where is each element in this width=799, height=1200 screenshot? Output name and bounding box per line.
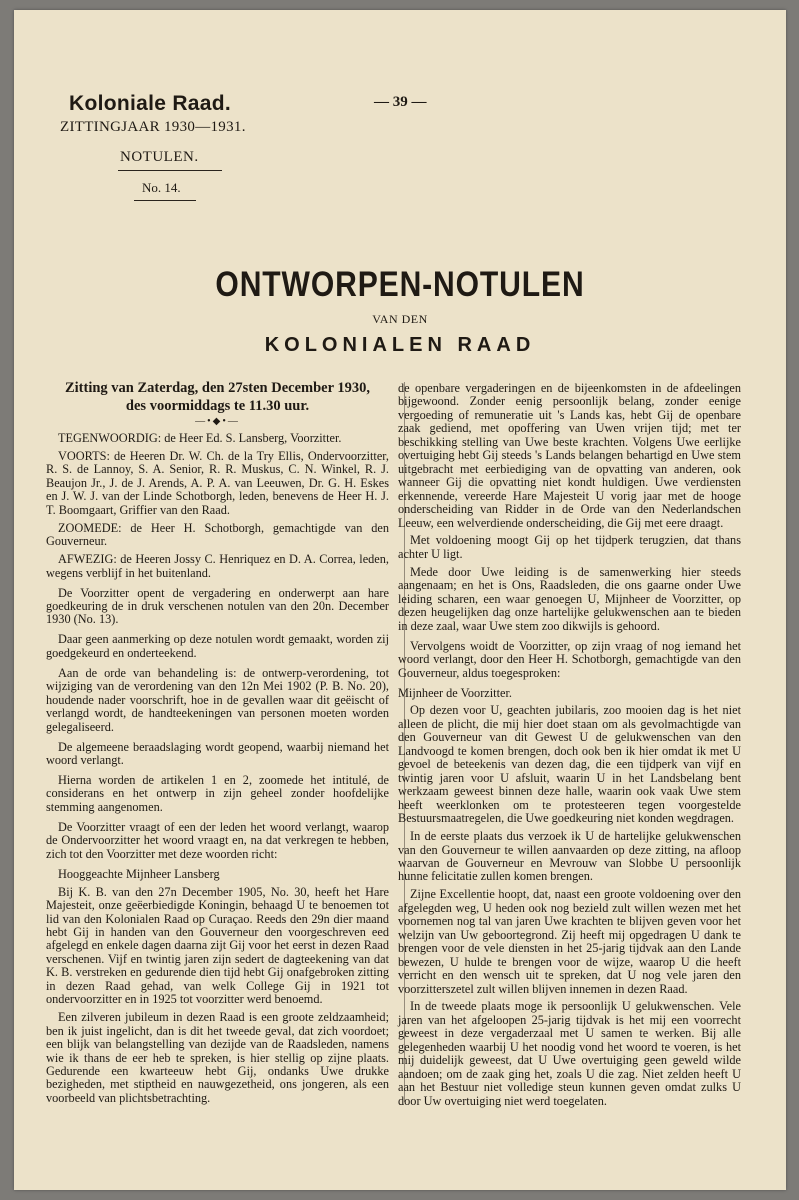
attendance-present: TEGENWOORDIG: de Heer Ed. S. Lansberg, Voorzitter. (58, 431, 342, 445)
subtitle: VAN DEN (372, 312, 428, 326)
attendance-also: ZOOMEDE: de Heer H. Schotborgh, gemachtigde van den Gouverneur. (46, 520, 389, 549)
paragraph: de openbare vergaderingen en de bijeenkomsten in de afdeelingen bijgewoond. Zonder eenig persoonlijk belang, zonder eenige vergoeding of remuneratie uit 's Lands kas, hebt Gij de openbare zaak gediend, met opoffering van Uwen vrijen tijd; met ter beschikking stelling van Uwe beste krachten. Volgens Uwe eerlijke overtuiging hebt Gij steeds 's Lands belangen behartigd en Uwe stem uitgebracht met eerbiediging van de opvatting van anderen, ook wanneer Gij die opvatting niet kondt huldigen. Uwe verdiensten erkennende, vereerde Hare Majesteit U vorig jaar met de hooge onderscheiding van Ridder in de Orde van den Nederlandschen Leeuw, een welverdiende onderscheiding, die Gij met eere draagt. (398, 381, 741, 530)
paragraph: Met voldoening moogt Gij op het tijdperk terugzien, dat thans achter U ligt. (398, 533, 741, 561)
notulen-label: NOTULEN. (120, 149, 199, 165)
paragraph: Bij K. B. van den 27n December 1905, No. 30, heeft het Hare Majesteit, onze geëerbiedigde Koningin, behaagd U te benoemen tot lid van den Kolonialen Raad op Curaçao. Reeds den 29n dier maand hebt Gij in handen van den Gouverneur den voorgeschreven eed afgelegd en enkele dagen daarna zijt Gij voor het eerst in dezen Raad verschenen. Vijf en twintig jaren zijn sedert de dagteekening van dat K. B. verstreken en gedurende dien tijd hebt Gij onafgebroken zitting in dezen Raad gehad, van welk College Gij in 1921 tot ondervoorzitter en in 1925 tot voorzitter werd benoemd. (46, 884, 389, 1007)
speech-salutation: Hooggeachte Mijnheer Lansberg (58, 866, 220, 881)
number-rule (134, 200, 196, 201)
attendance-further: VOORTS: de Heeren Dr. W. Ch. de la Try Ellis, Ondervoorzitter, R. S. de Lannoy, S. A. Senior, R. R. Muskus, C. N. Winkel, R. J. Beaujon Jr., J. de J. Arends, A. P. A. van Leeuwen, Dr. G. H. Eskes en J. W. J. van der Linde Schotborgh, leden, benevens de Heer H. J. T. Boomgaart, Griffier van den Raad. (46, 448, 389, 517)
header-rule (118, 170, 222, 171)
paragraph: Zijne Excellentie hoopt, dat, naast een groote voldoening over den afgelegden weg, U heden ook nog bezield zult willen wezen met het voornemen nog tal van jaren Uwe krachten te blijven geven voor het welzijn van Uw geboortegrond. Zij heeft mij opgedragen U dank te brengen voor de vele diensten in het 25-jarig tijdvak aan den Lande bewezen, U hulde te brengen voor de wijze, waarop U die heeft verricht en den wensch uit te spreken, dat U nog vele jaren den voorzitterszetel zult willen blijven innemen in dezen Raad. (398, 887, 741, 996)
main-title: ONTWORPEN-NOTULEN (215, 265, 585, 304)
paragraph: Daar geen aanmerking op deze notulen wordt gemaakt, worden zij goedgekeurd en onderteekend. (46, 632, 389, 660)
session-heading-line1: Zitting van Zaterdag, den 27sten December 1930, (64, 380, 371, 396)
speech-salutation: Mijnheer de Voorzitter. (398, 685, 512, 700)
attendance-absent: AFWEZIG: de Heeren Jossy C. Henriquez en D. A. Correa, leden, wegens verblijf in het buitenland. (46, 552, 389, 580)
paragraph: De algemeene beraadslaging wordt geopend, waarbij niemand het woord verlangt. (46, 739, 389, 768)
council-name: Koloniale Raad. (69, 92, 232, 115)
paragraph: De Voorzitter vraagt of een der leden het woord verlangt, waarop de Ondervoorzitter het woord vraagt en, na dat verkregen te hebben, zich tot den Voorzitter met deze woorden richt: (46, 819, 389, 861)
right-column (398, 382, 741, 1113)
paragraph: Aan de orde van behandeling is: de ontwerp-verordening, tot wijziging van de verordening van den 12n Mei 1902 (P. B. No. 20), houdende nader voorschrift, hoe in de gevallen waar dit geëischt of verlangd wordt, de handteekeningen van personen moeten worden gelegaliseerd. (46, 665, 389, 734)
session-heading-line2: des voormiddags te 11.30 uur. (125, 398, 310, 414)
session-year: ZITTINGJAAR 1930—1931. (60, 119, 246, 135)
paragraph: Hierna worden de artikelen 1 en 2, zoomede het intitulé, de considerans en het ontwerp in zijn geheel zonder hoofdelijke stemming aangenomen. (46, 772, 389, 814)
issue-number: No. 14. (142, 180, 181, 195)
page-number: — 39 — (374, 94, 427, 110)
ornament: —•◆•— (195, 416, 240, 427)
paragraph: De Voorzitter opent de vergadering en onderwerpt aan hare goedkeuring de in druk verschenen notulen van den 20n. December 1930 (No. 13). (46, 585, 389, 627)
paragraph: In de eerste plaats dus verzoek ik U de hartelijke gelukwenschen van den Gouverneur te willen aanvaarden op deze zitting, na afloop waarvan de Gouverneur en Mevrouw van Slobbe U persoonlijk hunne felicitatie zullen komen brengen. (398, 829, 741, 884)
document-page (14, 10, 786, 1190)
paragraph: Op dezen voor U, geachten jubilaris, zoo mooien dag is het niet alleen de plicht, die mij hier doet staan om als gevolmachtigde van den Gouverneur van dit Gewest U de gelukwenschen van den Landvoogd te komen brengen, doch ook ben ik hier omdat ik met U gevoel de beteekenis van dezen dag, die een tijdperk van vijf en twintig jaren voor U afsluit, waarin U in het Landsbelang bent werkzaam geweest binnen deze halle, waarin ook vaak Uwe stem heeft weerklonken om te protesteeren tegen voorgestelde Bestuursmaatregelen, die Uwe goedkeuring niet konden wegdragen. (398, 703, 741, 826)
paragraph: Mede door Uwe leiding is de samenwerking hier steeds aangenaam; en het is Ons, Raadsleden, die ons gaarne onder Uwe leiding scharen, een waar genoegen U, Mijnheer de Voorzitter, op dezen heugelijken dag onze hartelijke gelukwenschen aan te bieden in deze zaal, waar Uwe stem zoo dikwijls is gehoord. (398, 564, 741, 633)
paragraph: Een zilveren jubileum in dezen Raad is een groote zeldzaamheid; ben ik juist ingelicht, dan is dit het tweede geval, dat zich voordoet; een blijk van belangstelling van dezijde van de Raadsleden, namens wie ik thans de eer heb te spreken, is hier stellig op zijne plaats. Gedurende een kwarteeuw hebt Gij, ondanks Uwe drukke bezigheden, met stiptheid en nauwgezetheid, ons jongeren, als een voorbeeld van plichtsbetrachting. (46, 1010, 389, 1105)
paragraph: Vervolgens woidt de Voorzitter, op zijn vraag of nog iemand het woord verlangt, door den Heer H. Schotborgh, gemachtigde van den Gouverneur, aldus toegesproken: (398, 638, 741, 680)
council-banner: KOLONIALEN RAAD (264, 334, 536, 356)
paragraph: In de tweede plaats moge ik persoonlijk U gelukwenschen. Vele jaren van het afgeloopen 25-jarig tijdvak is het mij een voorrecht geweest in deze vergaderzaal met U samen te werken. Bij alle gelegenheden waarbij U het noodig vond het woord te voeren, is het mij duidelijk geweest, dat U Uwe overtuiging geen geweld wilde aandoen; om de zaak ging het, zoals U die zag. Niet zelden heeft U aan het Bestuur niet volledige steun kunnen geven omdat zulks U door Uw overtuiging niet werd toegelaten. (398, 999, 741, 1108)
left-column (46, 380, 389, 1110)
